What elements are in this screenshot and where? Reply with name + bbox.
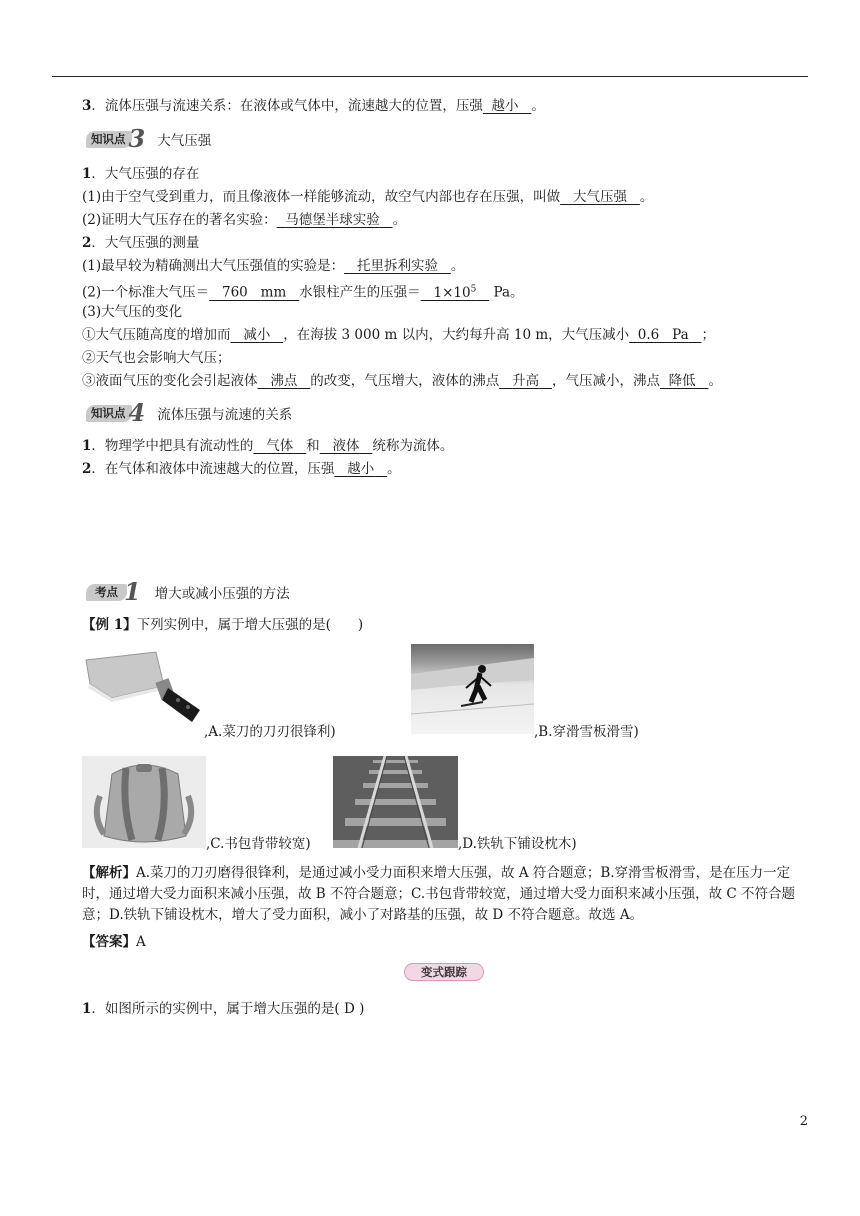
option-a-caption: ,A.菜刀的刀刃很锋利) (204, 724, 336, 740)
skier-image (411, 644, 534, 734)
fluid-item-2: 2．在气体和液体中流速越大的位置，压强 越小 。 (82, 461, 401, 477)
item-3-3: ③液面气压的变化会引起液体 沸点 的改变，气压增大，液体的沸点 升高 ，气压减小，沸点 降低 。 (82, 373, 722, 389)
item-2-1: (1)最早较为精确测出大气压强值的实验是： 托里拆利实验 。 (82, 258, 465, 274)
page-number: 2 (799, 1114, 808, 1129)
knowledge-point-3-badge: 知识点 3 大气压强 (86, 129, 211, 149)
item-3-flow-pressure: 3．流体压强与流速关系：在液体或气体中，流速越大的位置，压强 越小 。 (82, 98, 545, 114)
backpack-image (82, 756, 206, 848)
example-1-question: 【例 1】下列实例中，属于增大压强的是( ) (82, 617, 364, 633)
exam-point-1-badge: 考点 1 增大或减小压强的方法 (86, 582, 290, 602)
option-c-caption: ,C.书包背带较宽) (206, 836, 311, 852)
knife-image (82, 650, 204, 730)
heading-3: (3)大气压的变化 (82, 304, 183, 320)
heading-1: 1．大气压强的存在 (82, 166, 200, 182)
knowledge-point-4-badge: 知识点 4 流体压强与流速的关系 (86, 403, 292, 423)
section-title: 增大或减小压强的方法 (154, 586, 290, 602)
option-d-caption: ,D.铁轨下铺设枕木) (458, 836, 577, 852)
fluid-item-1: 1．物理学中把具有流动性的 气体 和 液体 统称为流体。 (82, 438, 454, 454)
option-b-caption: ,B.穿滑雪板滑雪) (534, 724, 639, 740)
follow-up-badge: 变式跟踪 (404, 963, 486, 983)
item-1-1: (1)由于空气受到重力，而且像液体一样能够流动，故空气内部也存在压强，叫做 大气压强 。 (82, 189, 654, 205)
follow-up-question-1: 1．如图所示的实例中，属于增大压强的是( D ) (82, 1001, 365, 1017)
section-title: 大气压强 (157, 133, 212, 149)
section-title: 流体压强与流速的关系 (157, 407, 293, 423)
answer-blank: 越小 (491, 98, 519, 114)
answer-line: 【答案】A (82, 934, 146, 950)
analysis-paragraph: 【解析】A.菜刀的刀刃磨得很锋利，是通过减小受力面积来增大压强，故 A 符合题意；B.穿滑雪板滑雪，是在压力一定时，通过增大受力面积来减小压强，故 B 不符合题意；C.书包背带较宽，通过增大受力面积来减小压强，故 C 不符合题意；D.铁轨下铺设枕木，增大了受力面积，减小了对路基的压强，故 D 不符合题意。故选 A。 (82, 865, 796, 923)
header-rule (52, 76, 808, 77)
item-3-1: ①大气压随高度的增加而 减小 ，在海拔 3 000 m 以内，大约每升高 10 m，大气压减小 0.6 Pa ； (82, 327, 715, 343)
heading-2: 2．大气压强的测量 (82, 235, 200, 251)
railway-image (333, 756, 458, 848)
item-2-2: (2)一个标准大气压＝ 760 mm 水银柱产生的压强＝ $1\times 10^5$ Pa。 (82, 284, 524, 301)
item-1-2: (2)证明大气压存在的著名实验： 马德堡半球实验 。 (82, 212, 407, 228)
item-3-2: ②天气也会影响大气压； (82, 350, 231, 366)
